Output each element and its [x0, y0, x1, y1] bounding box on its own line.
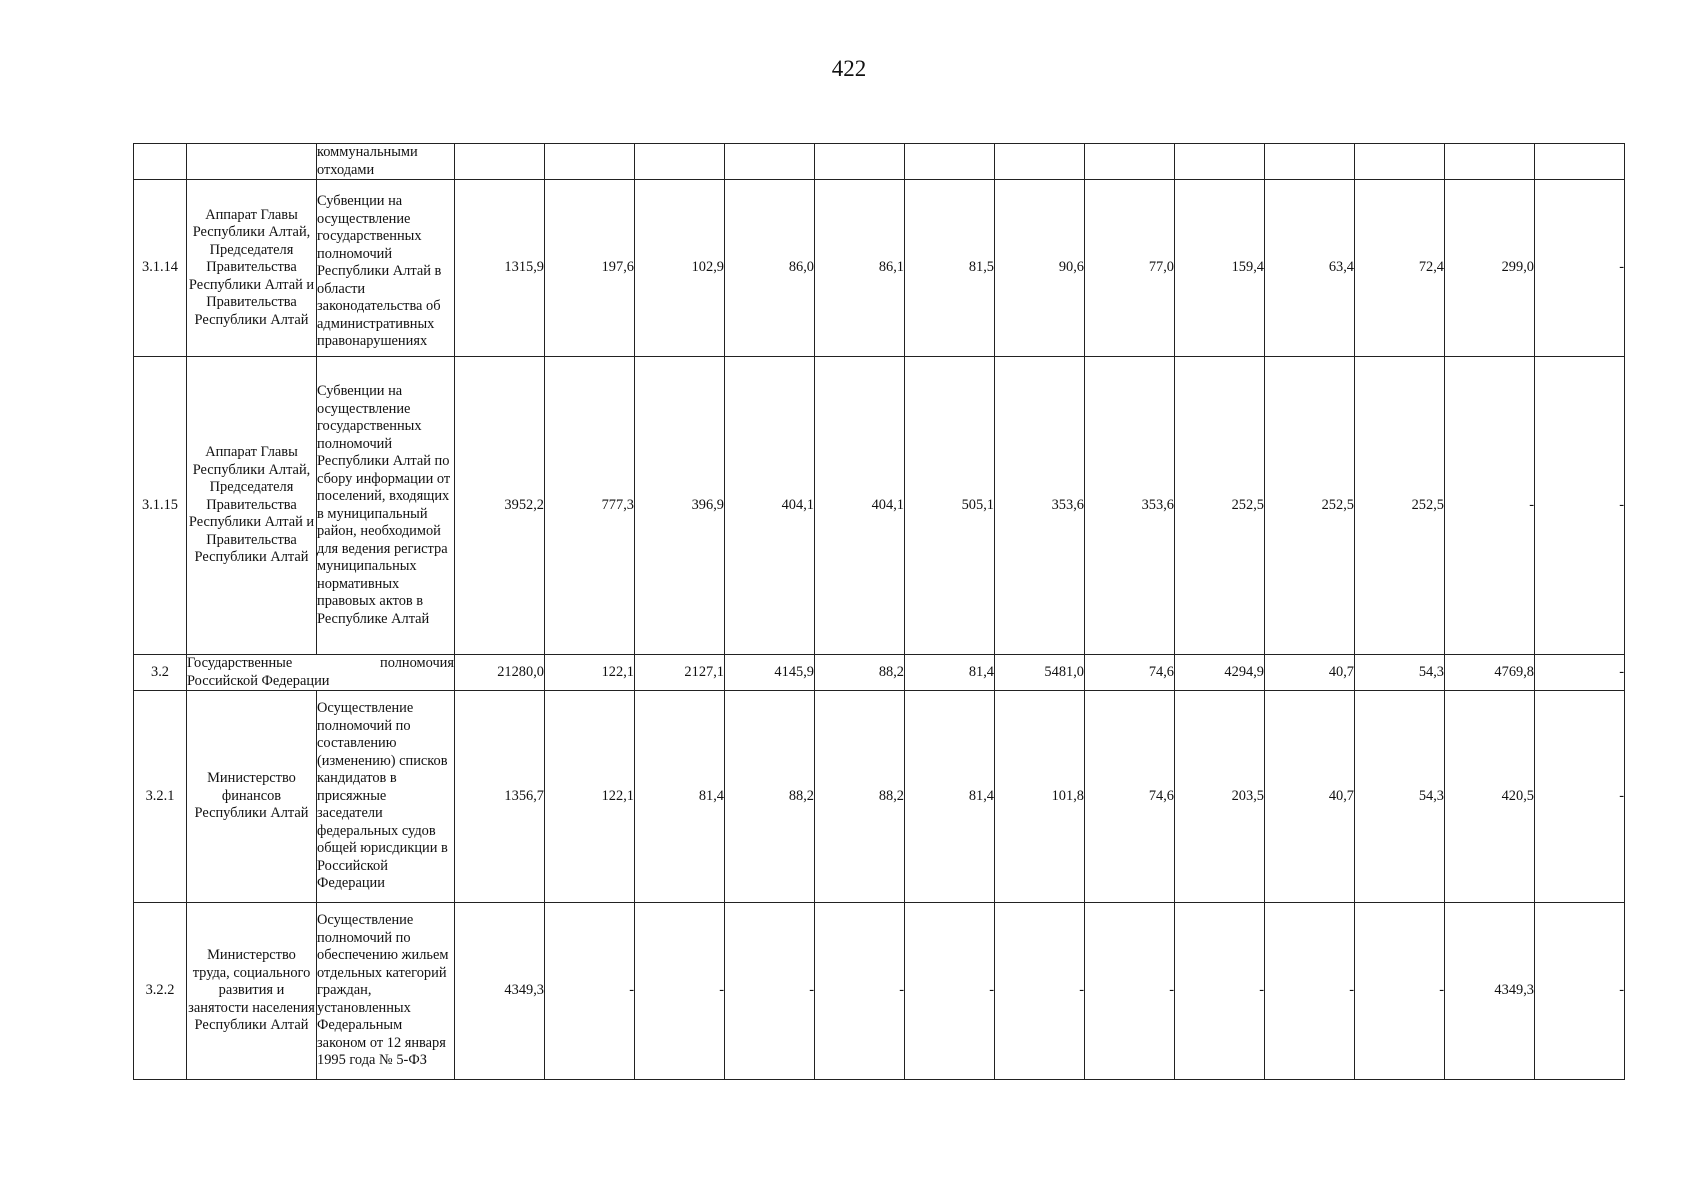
value-cell: 5481,0: [995, 655, 1085, 691]
value-cell: 353,6: [995, 357, 1085, 655]
row-number-cell: 3.2.2: [134, 903, 187, 1080]
value-cell: 72,4: [1355, 180, 1445, 357]
executor-cell: [187, 144, 317, 180]
value-cell: 1315,9: [455, 180, 545, 357]
page-number: 422: [831, 56, 867, 81]
value-cell: 54,3: [1355, 691, 1445, 903]
value-cell: 353,6: [1085, 357, 1175, 655]
value-cell: 122,1: [545, 691, 635, 903]
value-cell: 101,8: [995, 691, 1085, 903]
value-cell: 81,4: [635, 691, 725, 903]
value-cell: 88,2: [725, 691, 815, 903]
value-cell: [545, 144, 635, 180]
value-cell: -: [1535, 180, 1625, 357]
value-cell: -: [1265, 903, 1355, 1080]
value-cell: 88,2: [815, 691, 905, 903]
value-cell: -: [1535, 655, 1625, 691]
value-cell: 505,1: [905, 357, 995, 655]
table-row: [134, 903, 1625, 1080]
value-cell: 4769,8: [1445, 655, 1535, 691]
value-cell: 252,5: [1355, 357, 1445, 655]
value-cell: -: [545, 903, 635, 1080]
value-cell: [815, 144, 905, 180]
value-cell: 197,6: [545, 180, 635, 357]
value-cell: -: [815, 903, 905, 1080]
value-cell: 3952,2: [455, 357, 545, 655]
table-row: [134, 180, 1625, 357]
value-cell: [635, 144, 725, 180]
value-cell: [995, 144, 1085, 180]
executor-cell: Министерство труда, социального развития и занятости населения Республики Алтай: [187, 903, 317, 1080]
value-cell: -: [1535, 357, 1625, 655]
table-row: [134, 357, 1625, 655]
section-title-cell: [187, 655, 455, 691]
program-funding-table: [133, 143, 1625, 1080]
row-number-cell: 3.2: [134, 655, 187, 691]
value-cell: -: [1535, 691, 1625, 903]
value-cell: [1445, 144, 1535, 180]
value-cell: 77,0: [1085, 180, 1175, 357]
value-cell: 86,0: [725, 180, 815, 357]
value-cell: 203,5: [1175, 691, 1265, 903]
table-row: [134, 144, 1625, 180]
value-cell: 1356,7: [455, 691, 545, 903]
description-cell: коммунальными отходами: [317, 144, 455, 180]
executor-cell: Министерство финансов Республики Алтай: [187, 691, 317, 903]
value-cell: -: [725, 903, 815, 1080]
row-number-cell: 3.2.1: [134, 691, 187, 903]
value-cell: [1175, 144, 1265, 180]
value-cell: 90,6: [995, 180, 1085, 357]
value-cell: [725, 144, 815, 180]
value-cell: 81,5: [905, 180, 995, 357]
value-cell: 404,1: [815, 357, 905, 655]
value-cell: 404,1: [725, 357, 815, 655]
value-cell: 4349,3: [1445, 903, 1535, 1080]
value-cell: 777,3: [545, 357, 635, 655]
value-cell: -: [995, 903, 1085, 1080]
value-cell: 252,5: [1265, 357, 1355, 655]
value-cell: 299,0: [1445, 180, 1535, 357]
value-cell: -: [1355, 903, 1445, 1080]
table-row: [134, 655, 1625, 691]
section-title-left: Государственные: [187, 655, 293, 671]
value-cell: 81,4: [905, 691, 995, 903]
value-cell: 420,5: [1445, 691, 1535, 903]
row-number-cell: 3.1.15: [134, 357, 187, 655]
value-cell: [1535, 144, 1625, 180]
executor-cell: Аппарат Главы Республики Алтай, Председателя Правительства Республики Алтай и Правительства Республики Алтай: [187, 180, 317, 357]
value-cell: 63,4: [1265, 180, 1355, 357]
value-cell: 21280,0: [455, 655, 545, 691]
value-cell: 159,4: [1175, 180, 1265, 357]
value-cell: 86,1: [815, 180, 905, 357]
row-number-cell: [134, 144, 187, 180]
description-cell: Осуществление полномочий по обеспечению жильем отдельных категорий граждан, установленных Федеральным законом от 12 января 1995 года № 5-ФЗ: [317, 903, 455, 1080]
value-cell: -: [635, 903, 725, 1080]
value-cell: -: [1535, 903, 1625, 1080]
description-cell: Субвенции на осуществление государственных полномочий Республики Алтай по сбору информации от поселений, входящих в муниципальный район, необходимой для ведения регистра муниципальных нормативных правовых актов в Республике Алтай: [317, 357, 455, 655]
value-cell: 122,1: [545, 655, 635, 691]
value-cell: 4294,9: [1175, 655, 1265, 691]
value-cell: -: [1445, 357, 1535, 655]
value-cell: 4145,9: [725, 655, 815, 691]
value-cell: -: [1085, 903, 1175, 1080]
value-cell: 40,7: [1265, 691, 1355, 903]
value-cell: 74,6: [1085, 655, 1175, 691]
value-cell: 252,5: [1175, 357, 1265, 655]
executor-cell: Аппарат Главы Республики Алтай, Председателя Правительства Республики Алтай и Правительства Республики Алтай: [187, 357, 317, 655]
value-cell: 81,4: [905, 655, 995, 691]
value-cell: -: [1175, 903, 1265, 1080]
value-cell: [1355, 144, 1445, 180]
description-cell: Осуществление полномочий по составлению (изменению) списков кандидатов в присяжные заседатели федеральных судов общей юрисдикции в Российской Федерации: [317, 691, 455, 903]
row-number-cell: 3.1.14: [134, 180, 187, 357]
value-cell: 74,6: [1085, 691, 1175, 903]
description-cell: Субвенции на осуществление государственных полномочий Республики Алтай в области законодательства об административных правонарушениях: [317, 180, 455, 357]
value-cell: 40,7: [1265, 655, 1355, 691]
value-cell: -: [905, 903, 995, 1080]
value-cell: 2127,1: [635, 655, 725, 691]
value-cell: [1265, 144, 1355, 180]
section-title-right: полномочия: [380, 655, 454, 671]
value-cell: 54,3: [1355, 655, 1445, 691]
value-cell: [455, 144, 545, 180]
section-title-line2: Российской Федерации: [187, 672, 330, 689]
value-cell: [905, 144, 995, 180]
value-cell: [1085, 144, 1175, 180]
value-cell: 396,9: [635, 357, 725, 655]
section-title-line: [187, 655, 454, 673]
table-row: [134, 691, 1625, 903]
value-cell: 102,9: [635, 180, 725, 357]
value-cell: 88,2: [815, 655, 905, 691]
value-cell: 4349,3: [455, 903, 545, 1080]
